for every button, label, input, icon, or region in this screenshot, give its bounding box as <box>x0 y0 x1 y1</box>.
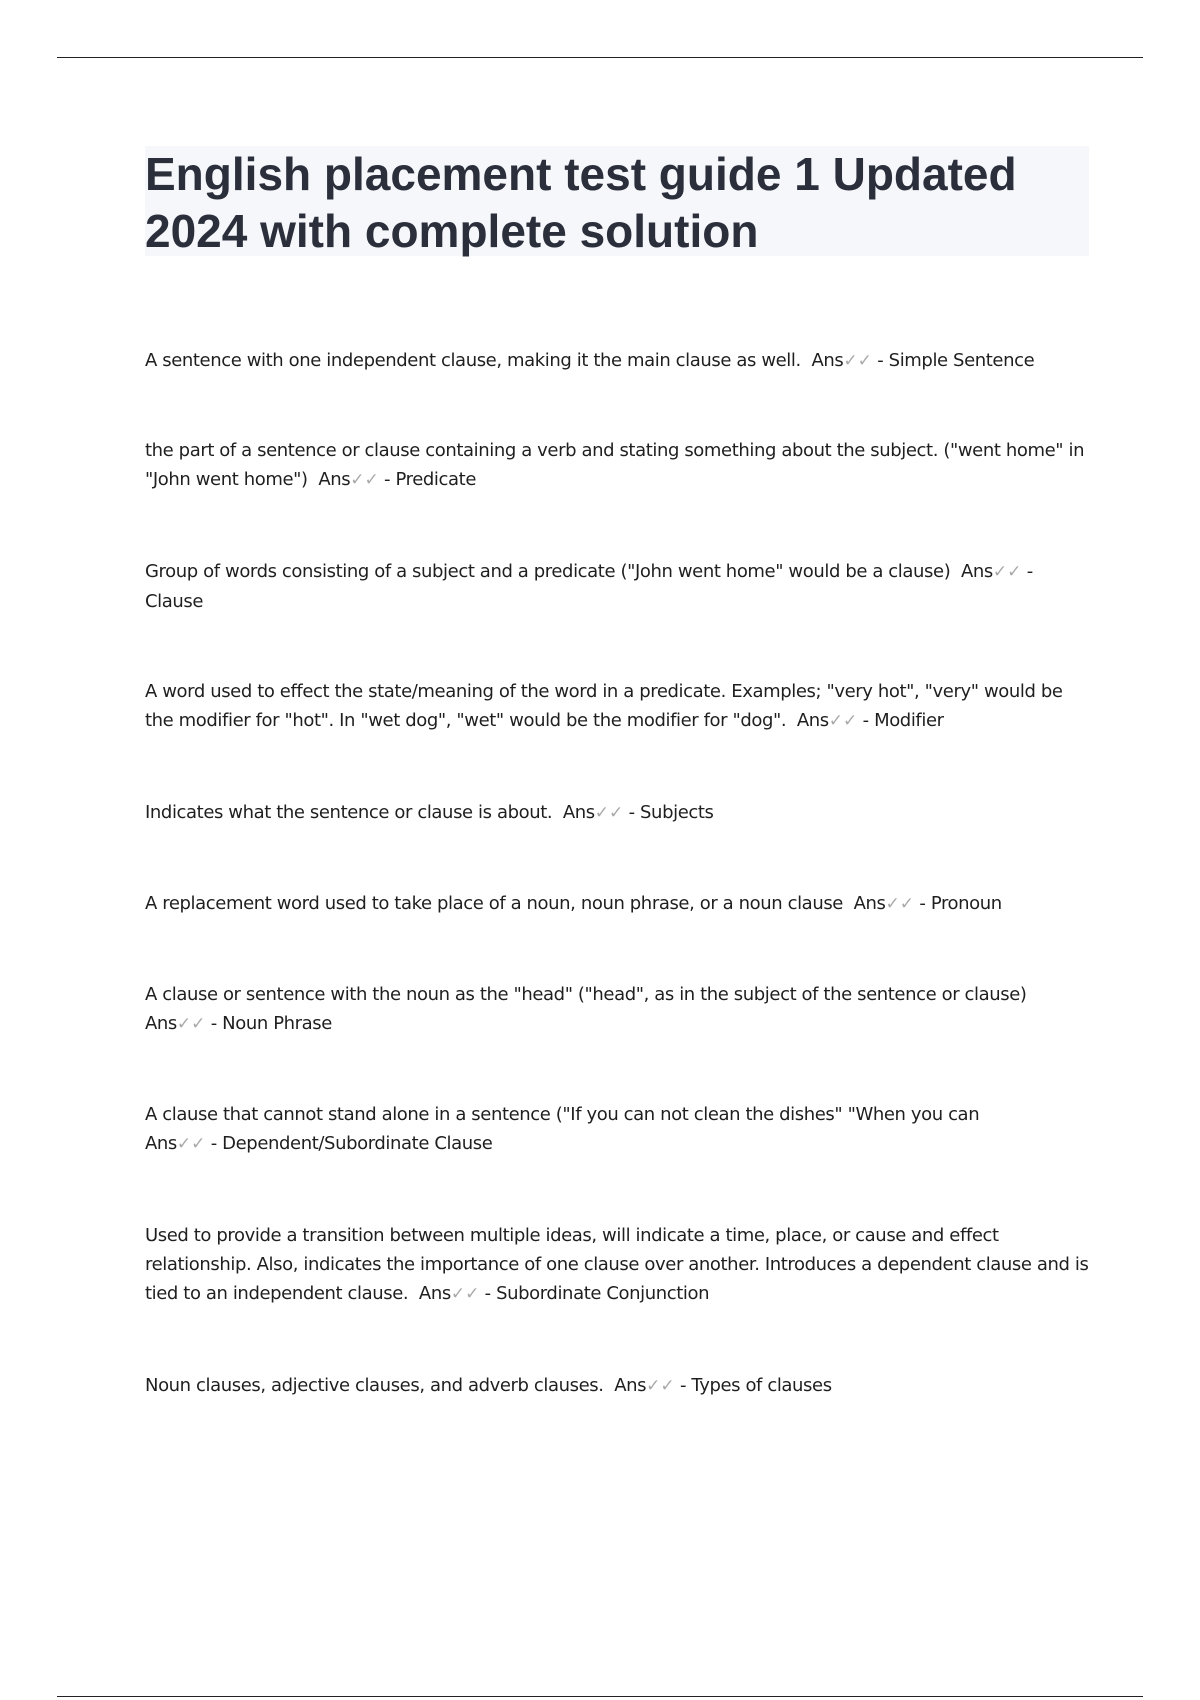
qa-question: A word used to effect the state/meaning of the word in a predicate. Examples; "very hot", "very" would be the modifier for "hot". In "wet dog", "wet" would be the modifier for "dog". <box>145 681 1063 731</box>
check-icon: ✓ <box>828 711 844 731</box>
ans-label: Ans <box>145 1133 177 1154</box>
answer-marker <box>812 350 1035 371</box>
qa-question: A clause or sentence with the noun as the "head" ("head", as in the subject of the sentence or clause) <box>145 984 1027 1005</box>
answer-marker <box>419 1283 709 1304</box>
qa-item <box>145 1371 1095 1401</box>
qa-item <box>145 677 1095 736</box>
ans-dash: - <box>1026 561 1033 582</box>
qa-answer: Predicate <box>395 469 476 490</box>
answer-marker <box>797 710 944 731</box>
check-icon: ✓ <box>191 1134 206 1154</box>
page-bottom-rule <box>57 1696 1143 1697</box>
qa-question: A sentence with one independent clause, making it the main clause as well. <box>145 350 801 371</box>
ans-label: Ans <box>562 802 595 823</box>
ans-label: Ans <box>145 1013 177 1034</box>
answer-marker <box>563 802 714 823</box>
check-icon: ✓ <box>885 894 900 914</box>
ans-dash: - <box>628 802 635 823</box>
qa-answer: Modifier <box>874 710 944 731</box>
qa-item <box>145 1100 1095 1159</box>
qa-answer: Clause <box>145 591 204 612</box>
check-icon: ✓ <box>465 1284 480 1304</box>
ans-label: Ans <box>614 1375 647 1396</box>
ans-dash: - <box>484 1283 491 1304</box>
check-icon: ✓ <box>843 351 858 371</box>
answer-marker <box>854 893 1002 914</box>
qa-question: the part of a sentence or clause containing a verb and stating something about the subject. ("went home" in "John went home") <box>145 440 1085 490</box>
ans-label: Ans <box>418 1283 451 1304</box>
answer-marker <box>145 1013 332 1034</box>
check-icon: ✓ <box>857 351 872 371</box>
check-icon: ✓ <box>176 1134 192 1154</box>
title-block <box>145 146 1089 256</box>
ans-dash: - <box>679 1375 687 1396</box>
qa-question: Indicates what the sentence or clause is about. <box>145 802 553 823</box>
check-icon: ✓ <box>1007 562 1022 582</box>
qa-answer: Subjects <box>640 802 714 823</box>
qa-answer: Types of clauses <box>691 1375 832 1396</box>
qa-item <box>145 346 1095 376</box>
answer-marker <box>318 469 476 490</box>
qa-item <box>145 889 1095 919</box>
ans-dash: - <box>384 469 391 490</box>
check-icon: ✓ <box>660 1376 675 1396</box>
ans-dash: - <box>210 1013 217 1034</box>
qa-item <box>145 980 1095 1039</box>
qa-question: Noun clauses, adjective clauses, and adverb clauses. <box>145 1375 604 1396</box>
page-title: English placement test guide 1 Updated 2024 with complete solution <box>145 148 1017 257</box>
check-icon: ✓ <box>646 1376 661 1396</box>
qa-answer: Dependent/Subordinate Clause <box>222 1133 493 1154</box>
answer-marker <box>614 1375 831 1396</box>
qa-answer: Subordinate Conjunction <box>496 1283 710 1304</box>
check-icon: ✓ <box>843 711 858 731</box>
qa-question: Group of words consisting of a subject and a predicate ("John went home" would be a clause) <box>145 561 951 582</box>
qa-item <box>145 1221 1095 1309</box>
check-icon: ✓ <box>350 470 365 490</box>
check-icon: ✓ <box>899 894 915 914</box>
check-icon: ✓ <box>594 803 610 823</box>
qa-question: Used to provide a transition between multiple ideas, will indicate a time, place, or cause and effect relationship. Also, indicates the importance of one clause over another. Introduces a dependent clause and is tied to an independent clause. <box>145 1225 1089 1304</box>
ans-label: Ans <box>853 893 886 914</box>
qa-item <box>145 436 1095 495</box>
page-top-rule <box>57 57 1143 58</box>
ans-label: Ans <box>960 561 993 582</box>
ans-label: Ans <box>318 469 351 490</box>
qa-item <box>145 557 1095 616</box>
qa-question: A replacement word used to take place of a noun, noun phrase, or a noun clause <box>145 893 843 914</box>
ans-dash: - <box>210 1133 217 1154</box>
check-icon: ✓ <box>364 470 379 490</box>
qa-item <box>145 798 1095 828</box>
check-icon: ✓ <box>450 1284 466 1304</box>
ans-label: Ans <box>796 710 829 731</box>
ans-dash: - <box>919 893 926 914</box>
ans-dash: - <box>877 350 884 371</box>
ans-label: Ans <box>811 350 844 371</box>
check-icon: ✓ <box>191 1014 206 1034</box>
ans-dash: - <box>862 710 869 731</box>
answer-marker <box>961 561 1033 582</box>
answer-marker <box>145 1133 492 1154</box>
qa-answer: Pronoun <box>930 893 1002 914</box>
qa-question: A clause that cannot stand alone in a sentence ("If you can not clean the dishes" "When you can <box>145 1104 980 1125</box>
check-icon: ✓ <box>176 1014 192 1034</box>
check-icon: ✓ <box>992 562 1008 582</box>
check-icon: ✓ <box>609 803 624 823</box>
qa-answer: Noun Phrase <box>222 1013 332 1034</box>
qa-answer: Simple Sentence <box>888 350 1035 371</box>
